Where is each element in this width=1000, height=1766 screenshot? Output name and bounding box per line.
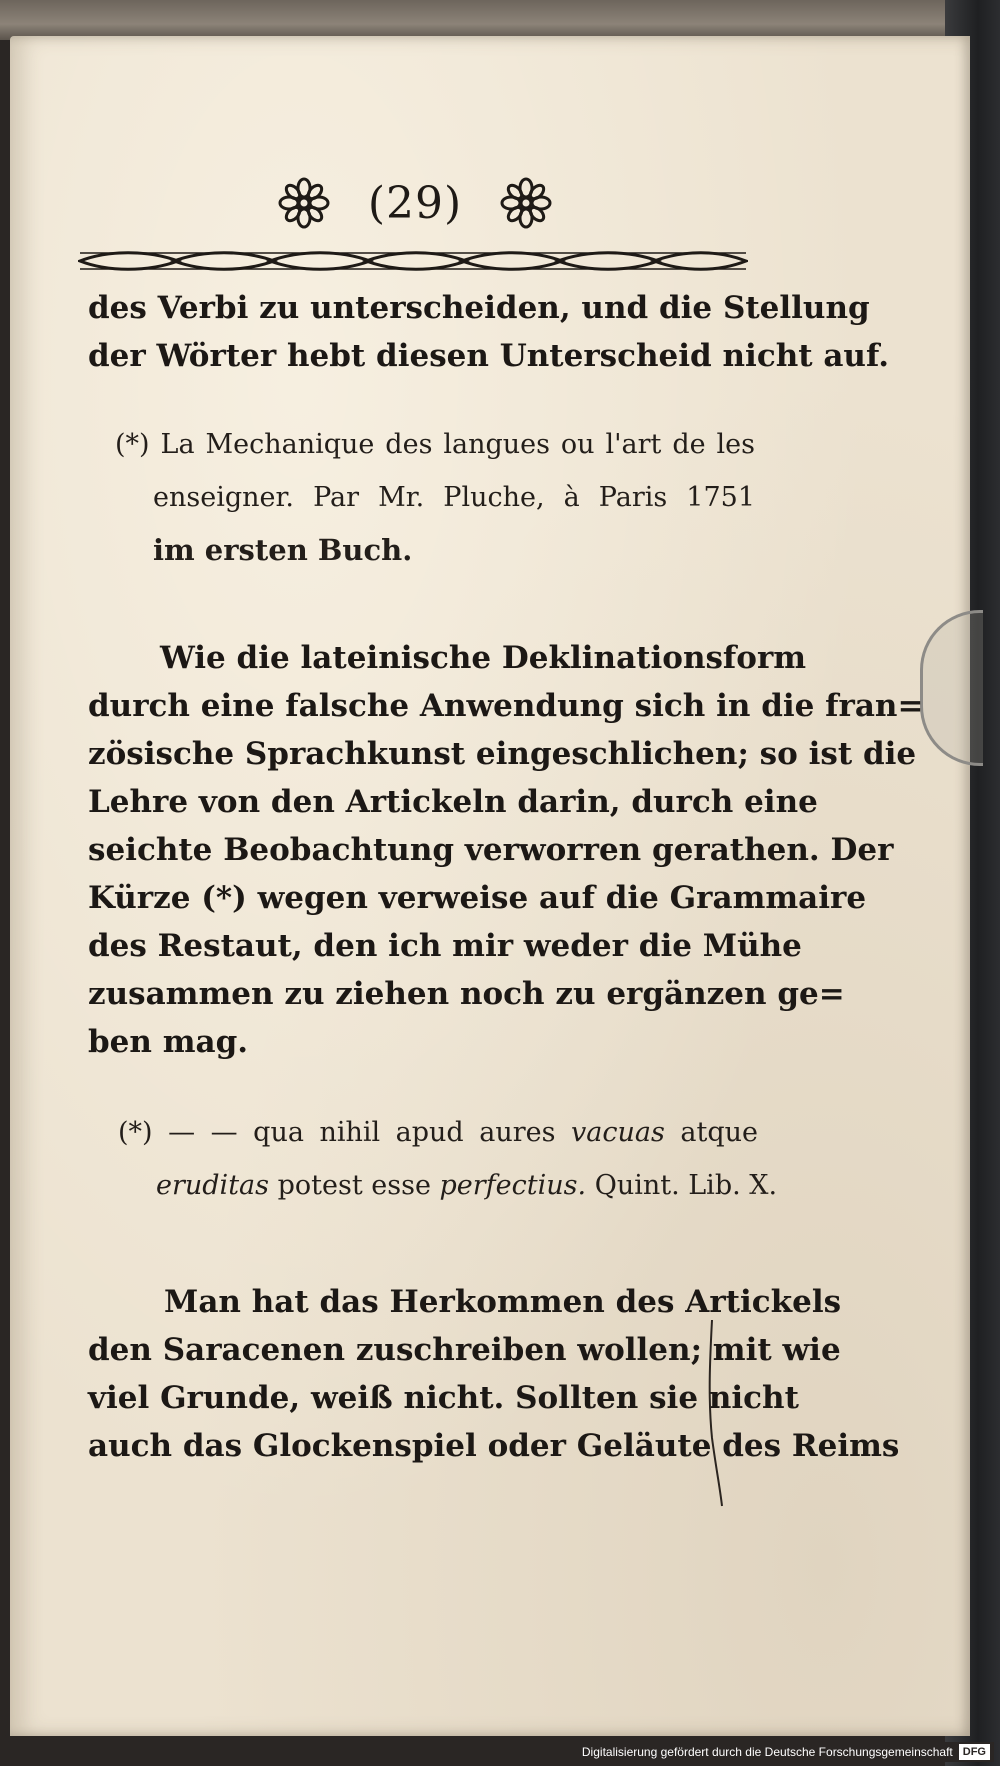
text-line: des Verbi zu unterscheiden, und die Stellung [88,290,870,326]
footnote-italic: vacuas [571,1117,665,1148]
text-line: des Restaut, den ich mir weder die Mühe [88,928,802,964]
footnote-text: potest esse [277,1170,431,1201]
footnote-text: — — qua nihil apud aures [168,1117,556,1148]
footnote-2 [118,1106,778,1212]
page-number: (29) [367,177,463,229]
text-line: auch das Glockenspiel oder Geläute des Reims [88,1428,900,1464]
text-line: den Saracenen zuschreiben wollen; mit wie [88,1332,841,1368]
text-line: viel Grunde, weiß nicht. Sollten sie nicht [88,1380,799,1416]
footnote-italic: perfectius. [439,1170,587,1201]
dfg-logo: DFG [959,1744,990,1760]
footnote-italic: eruditas [156,1170,269,1201]
text-line: Wie die lateinische Deklinationsform [160,640,807,676]
text-line: Lehre von den Artickeln darin, durch eine [88,784,818,820]
rosette-icon [500,177,552,229]
text-line: durch eine falsche Anwendung sich in die fran= [88,688,924,724]
digitization-footer [578,1742,994,1762]
footnote-text: Quint. Lib. X. [594,1170,778,1201]
book-top-edge [0,0,1000,40]
footnote-text: atque [680,1117,758,1148]
text-line: ben mag. [88,1024,249,1060]
text-line: zusammen zu ziehen noch zu ergänzen ge= [88,976,845,1012]
footnote-text: im ersten Buch. [153,533,413,567]
ornamental-border [78,244,748,278]
text-line: zösische Sprachkunst eingeschlichen; so ist die [88,736,917,772]
footnote-text: enseigner. Par Mr. Pluche, à Paris 1751 [153,482,755,513]
footnote-text: La Mechanique des langues ou l'art de les [160,429,755,460]
text-line: Man hat das Herkommen des Artickels [164,1284,842,1320]
paragraph-2 [88,634,924,1066]
footnote-marker: (*) [118,1117,153,1148]
rosette-icon [278,177,330,229]
pencil-mark [702,1318,728,1508]
paragraph-1 [88,284,889,380]
footnote-marker: (*) [115,429,150,460]
paragraph-3 [88,1278,900,1470]
text-line: der Wörter hebt diesen Unterscheid nicht auf. [88,338,889,374]
footer-text: Digitalisierung gefördert durch die Deutsche Forschungsgemeinschaft [581,1745,953,1759]
text-line: Kürze (*) wegen verweise auf die Grammaire [88,880,867,916]
text-line: seichte Beobachtung verworren gerathen. Der [88,832,894,868]
page-header [255,168,575,238]
footnote-1 [115,418,755,577]
